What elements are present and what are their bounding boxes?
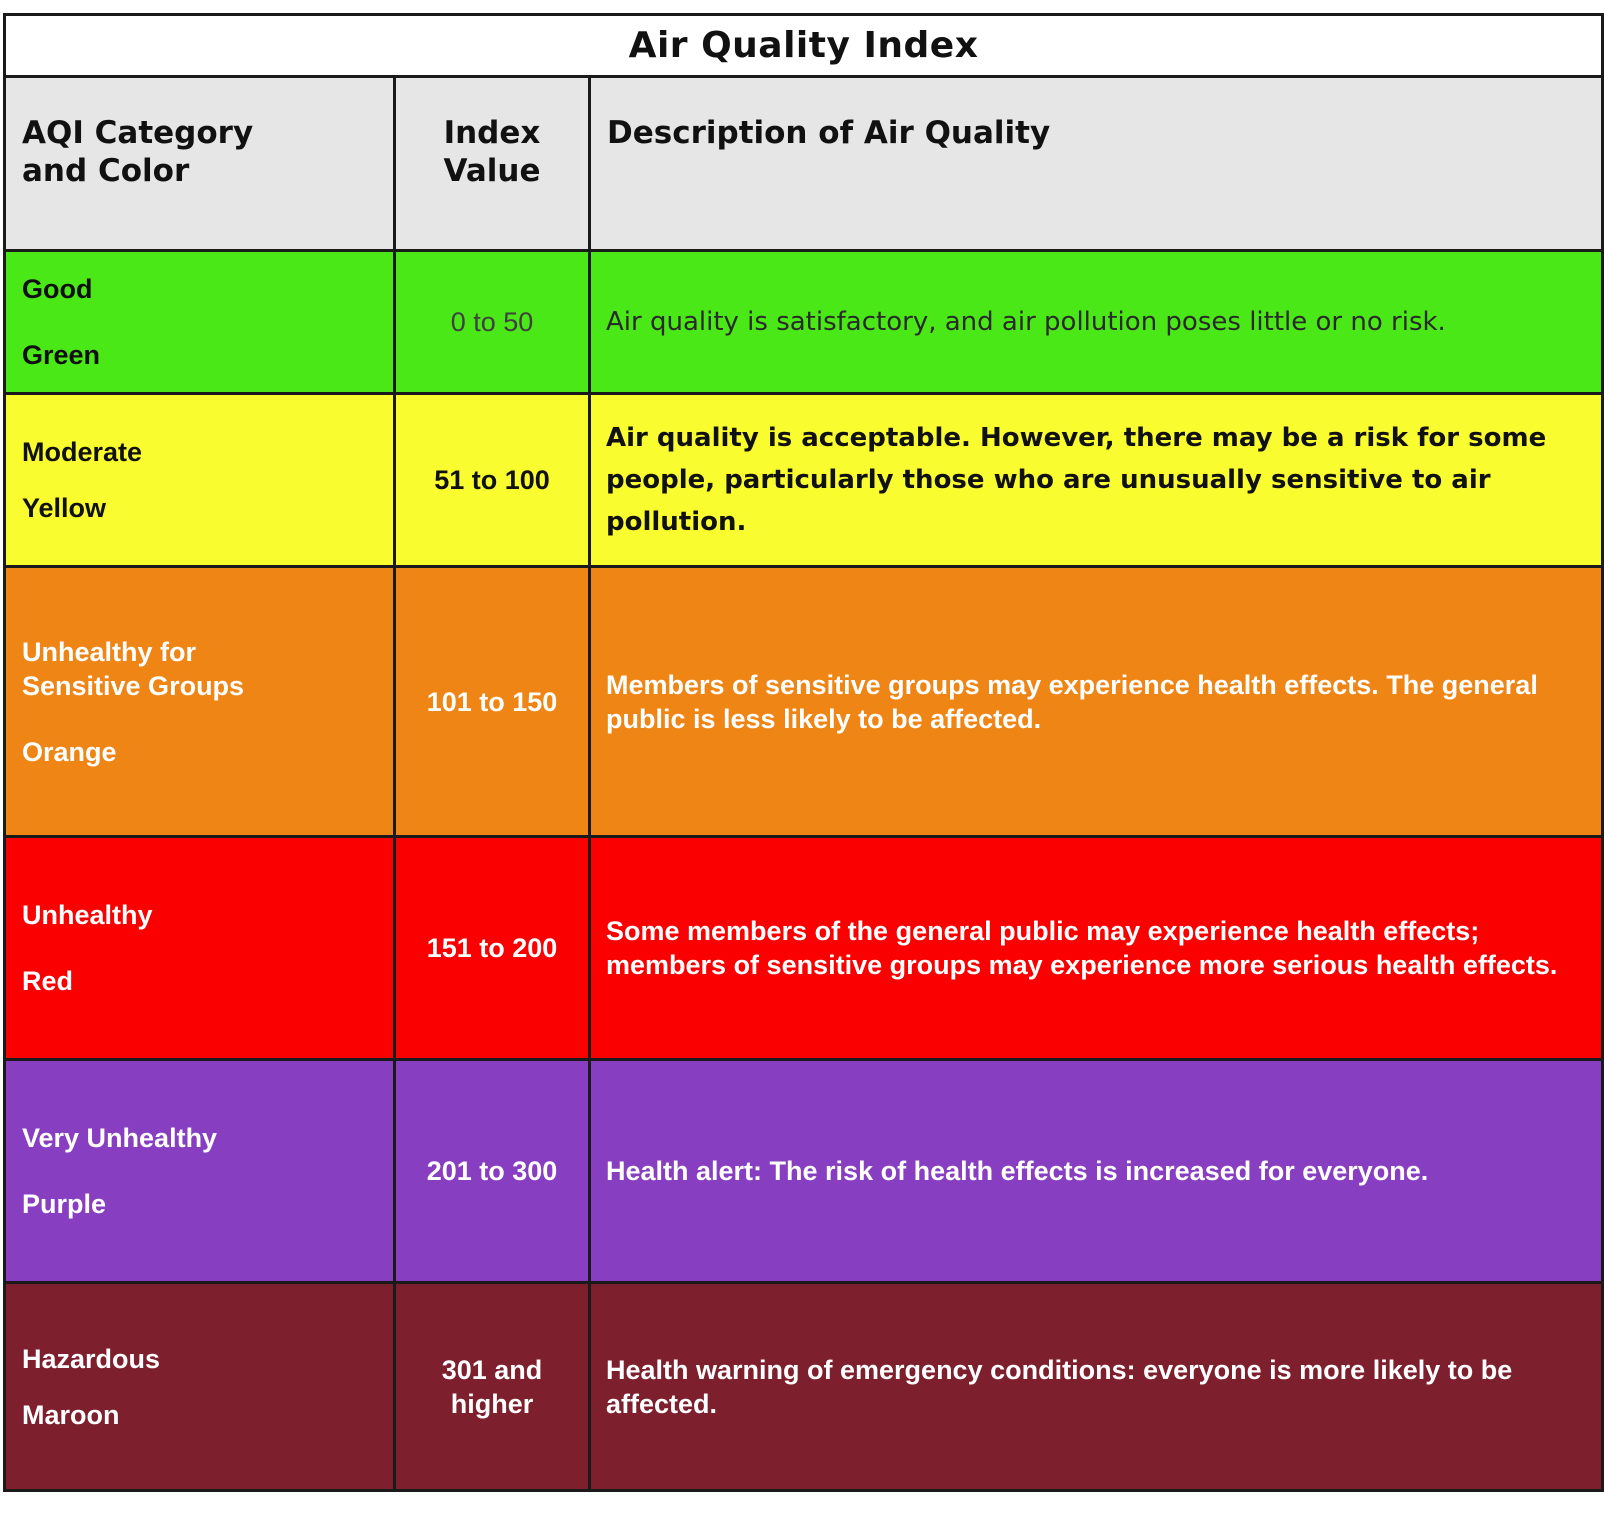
index-value: 201 to 300	[395, 1060, 590, 1283]
index-value	[395, 1283, 590, 1491]
header-index-label: Index Value	[443, 115, 541, 189]
header-description-label: Description of Air Quality	[607, 115, 1051, 151]
category-color: Yellow	[22, 493, 107, 523]
header-index	[395, 77, 590, 251]
index-value: 151 to 200	[395, 837, 590, 1060]
category-name: Hazardous	[22, 1343, 161, 1374]
category-name: Good	[22, 274, 93, 304]
category-name: Unhealthy	[22, 900, 153, 930]
table-row	[5, 1060, 1603, 1283]
description: Air quality is acceptable. However, there may be a risk for some people, particularly those who are unusually sensitive to air pollution.	[590, 394, 1603, 567]
table-row	[5, 251, 1603, 394]
header-row	[5, 77, 1603, 251]
category-color: Red	[22, 966, 74, 996]
table-row	[5, 1283, 1603, 1491]
header-category	[5, 77, 395, 251]
category-color: Green	[22, 340, 101, 370]
aqi-table	[3, 13, 1604, 1492]
header-description	[590, 77, 1603, 251]
index-value: 101 to 150	[395, 567, 590, 837]
index-value: 51 to 100	[395, 394, 590, 567]
table-row	[5, 837, 1603, 1060]
description: Some members of the general public may experience health effects; members of sensitive groups may experience more serious health effects.	[590, 837, 1603, 1060]
category-cell	[5, 1060, 395, 1283]
index-value-text: 301 and higher	[441, 1354, 543, 1419]
category-color: Maroon	[22, 1399, 120, 1430]
description: Members of sensitive groups may experience health effects. The general public is less likely to be affected.	[590, 567, 1603, 837]
title-row	[5, 15, 1603, 77]
description: Health warning of emergency conditions: everyone is more likely to be affected.	[590, 1283, 1603, 1491]
category-name: Unhealthy for Sensitive Groups	[22, 636, 245, 701]
description: Health alert: The risk of health effects is increased for everyone.	[590, 1060, 1603, 1283]
table-row	[5, 394, 1603, 567]
category-cell	[5, 837, 395, 1060]
category-cell	[5, 567, 395, 837]
category-cell	[5, 1283, 395, 1491]
category-cell	[5, 251, 395, 394]
category-color: Orange	[22, 736, 117, 767]
index-value: 0 to 50	[395, 251, 590, 394]
table-row	[5, 567, 1603, 837]
category-color: Purple	[22, 1189, 107, 1219]
category-name: Very Unhealthy	[22, 1123, 218, 1153]
header-category-label: AQI Category and Color	[22, 115, 254, 189]
category-name: Moderate	[22, 437, 143, 467]
table-title: Air Quality Index	[5, 15, 1603, 77]
category-cell	[5, 394, 395, 567]
description: Air quality is satisfactory, and air pollution poses little or no risk.	[590, 251, 1603, 394]
